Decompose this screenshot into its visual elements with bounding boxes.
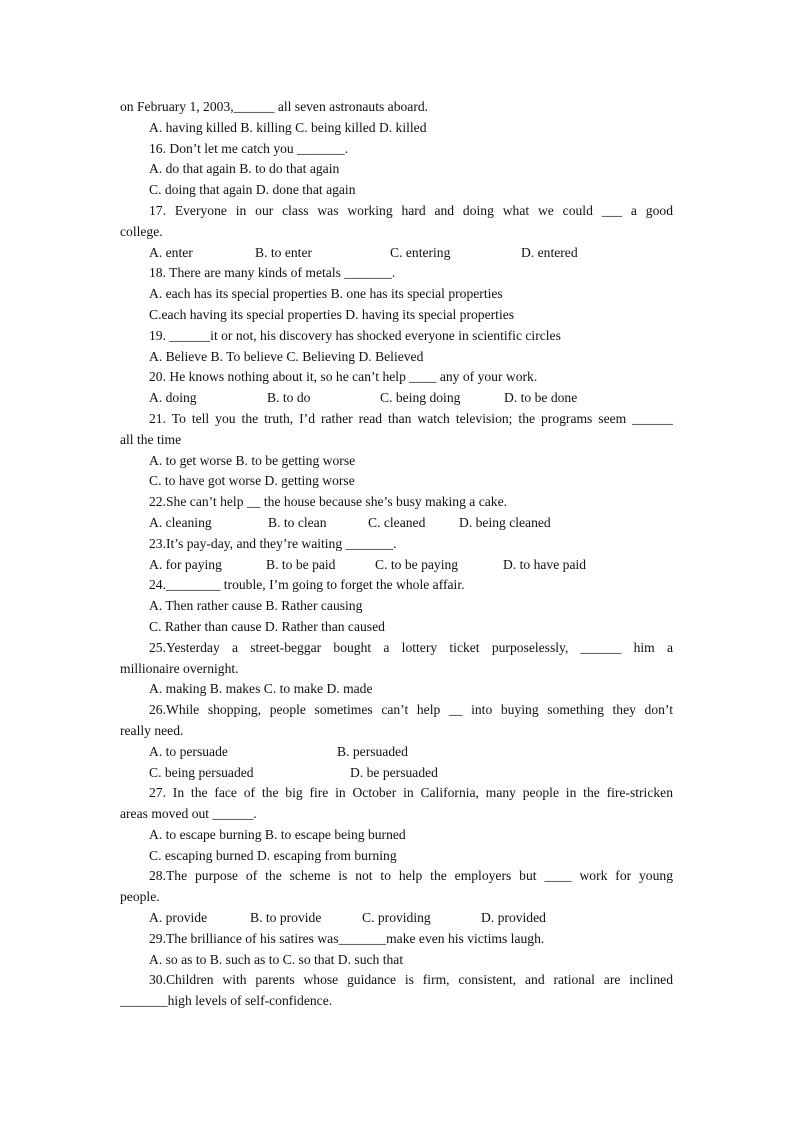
q17-option-c: C. entering [390, 244, 451, 260]
q26-stem-end: really need. [120, 722, 184, 738]
q23-option-b: B. to be paid [266, 556, 336, 572]
q26-option-b: B. persuaded [337, 743, 408, 759]
q28-option-b: B. to provide [250, 910, 322, 926]
q17-stem: 17. Everyone in our class was working hard and doing what we could ___ a good [149, 202, 673, 218]
q16-options-ab: A. do that again B. to do that again [149, 161, 340, 177]
q26-option-c: C. being persuaded [149, 764, 254, 780]
q22-option-b: B. to clean [268, 514, 327, 530]
q26-stem: 26.While shopping, people sometimes can’t help __ into buying something they don’t [149, 702, 673, 718]
q25-stem-end: millionaire overnight. [120, 660, 239, 676]
q19-options: A. Believe B. To believe C. Believing D. Believed [149, 348, 424, 364]
q28-option-a: A. provide [149, 910, 208, 926]
q17-option-d: D. entered [521, 244, 578, 260]
q16-options-cd: C. doing that again D. done that again [149, 182, 356, 198]
q26-option-d: D. be persuaded [350, 764, 438, 780]
q16-stem: 16. Don’t let me catch you _______. [149, 140, 349, 156]
q22-option-c: C. cleaned [368, 514, 426, 530]
q28-option-d: D. provided [481, 910, 546, 926]
q15-options: A. having killed B. killing C. being killed D. killed [149, 119, 427, 135]
q21-stem-end: all the time [120, 431, 182, 447]
q25-stem: 25.Yesterday a street-beggar bought a lottery ticket purposelessly, ______ him a [149, 639, 673, 655]
q19-stem: 19. ______it or not, his discovery has shocked everyone in scientific circles [149, 327, 561, 343]
q29-stem: 29.The brilliance of his satires was_______make even his victims laugh. [149, 930, 545, 946]
q28-option-c: C. providing [362, 910, 431, 926]
q25-options: A. making B. makes C. to make D. made [149, 681, 373, 697]
q21-stem: 21. To tell you the truth, I’d rather read than watch television; the programs seem ______ [149, 410, 673, 426]
q27-stem: 27. In the face of the big fire in October in California, many people in the fire-stricken [149, 785, 673, 801]
q20-option-a: A. doing [149, 390, 197, 406]
q18-stem: 18. There are many kinds of metals _______. [149, 265, 396, 281]
q23-stem: 23.It’s pay-day, and they’re waiting _______. [149, 535, 397, 551]
q30-stem: 30.Children with parents whose guidance is firm, consistent, and rational are inclined [149, 972, 673, 988]
q23-options [120, 555, 673, 576]
q17-option-a: A. enter [149, 244, 193, 260]
q21-options-ab: A. to get worse B. to be getting worse [149, 452, 356, 468]
q24-stem: 24.________ trouble, I’m going to forget the whole affair. [149, 577, 465, 593]
q26-options-ab [120, 742, 673, 763]
q24-options-cd: C. Rather than cause D. Rather than caused [149, 618, 385, 634]
q17-option-b: B. to enter [255, 244, 313, 260]
q29-options: A. so as to B. such as to C. so that D. such that [149, 951, 404, 967]
q17-stem-end: college. [120, 223, 163, 239]
q28-stem: 28.The purpose of the scheme is not to help the employers but ____ work for young [149, 868, 673, 884]
q30-stem-end: _______high levels of self-confidence. [120, 993, 333, 1009]
q18-options-ab: A. each has its special properties B. one has its special properties [149, 286, 503, 302]
q20-options [120, 388, 673, 409]
q24-options-ab: A. Then rather cause B. Rather causing [149, 598, 363, 614]
q28-options [120, 908, 673, 929]
q22-stem: 22.She can’t help __ the house because she’s busy making a cake. [149, 494, 507, 510]
q26-option-a: A. to persuade [149, 743, 228, 759]
q22-option-d: D. being cleaned [459, 514, 551, 530]
q27-options-ab: A. to escape burning B. to escape being burned [149, 826, 406, 842]
q23-option-c: C. to be paying [375, 556, 459, 572]
q22-option-a: A. cleaning [149, 514, 212, 530]
q20-option-c: C. being doing [380, 390, 461, 406]
q26-options-cd [120, 763, 673, 784]
q23-option-a: A. for paying [149, 556, 222, 572]
q17-options [120, 243, 673, 264]
q27-stem-end: areas moved out ______. [120, 806, 257, 822]
q21-options-cd: C. to have got worse D. getting worse [149, 473, 355, 489]
q20-option-d: D. to be done [504, 390, 578, 406]
q15-stem-end: on February 1, 2003,______ all seven astronauts aboard. [120, 99, 429, 114]
q22-options [120, 513, 673, 534]
q20-option-b: B. to do [267, 390, 311, 406]
question-list [120, 97, 673, 1012]
q18-options-cd: C.each having its special properties D. having its special properties [149, 306, 515, 322]
q27-options-cd: C. escaping burned D. escaping from burning [149, 847, 397, 863]
q20-stem: 20. He knows nothing about it, so he can’t help ____ any of your work. [149, 369, 538, 385]
q28-stem-end: people. [120, 889, 160, 905]
q23-option-d: D. to have paid [503, 556, 587, 572]
